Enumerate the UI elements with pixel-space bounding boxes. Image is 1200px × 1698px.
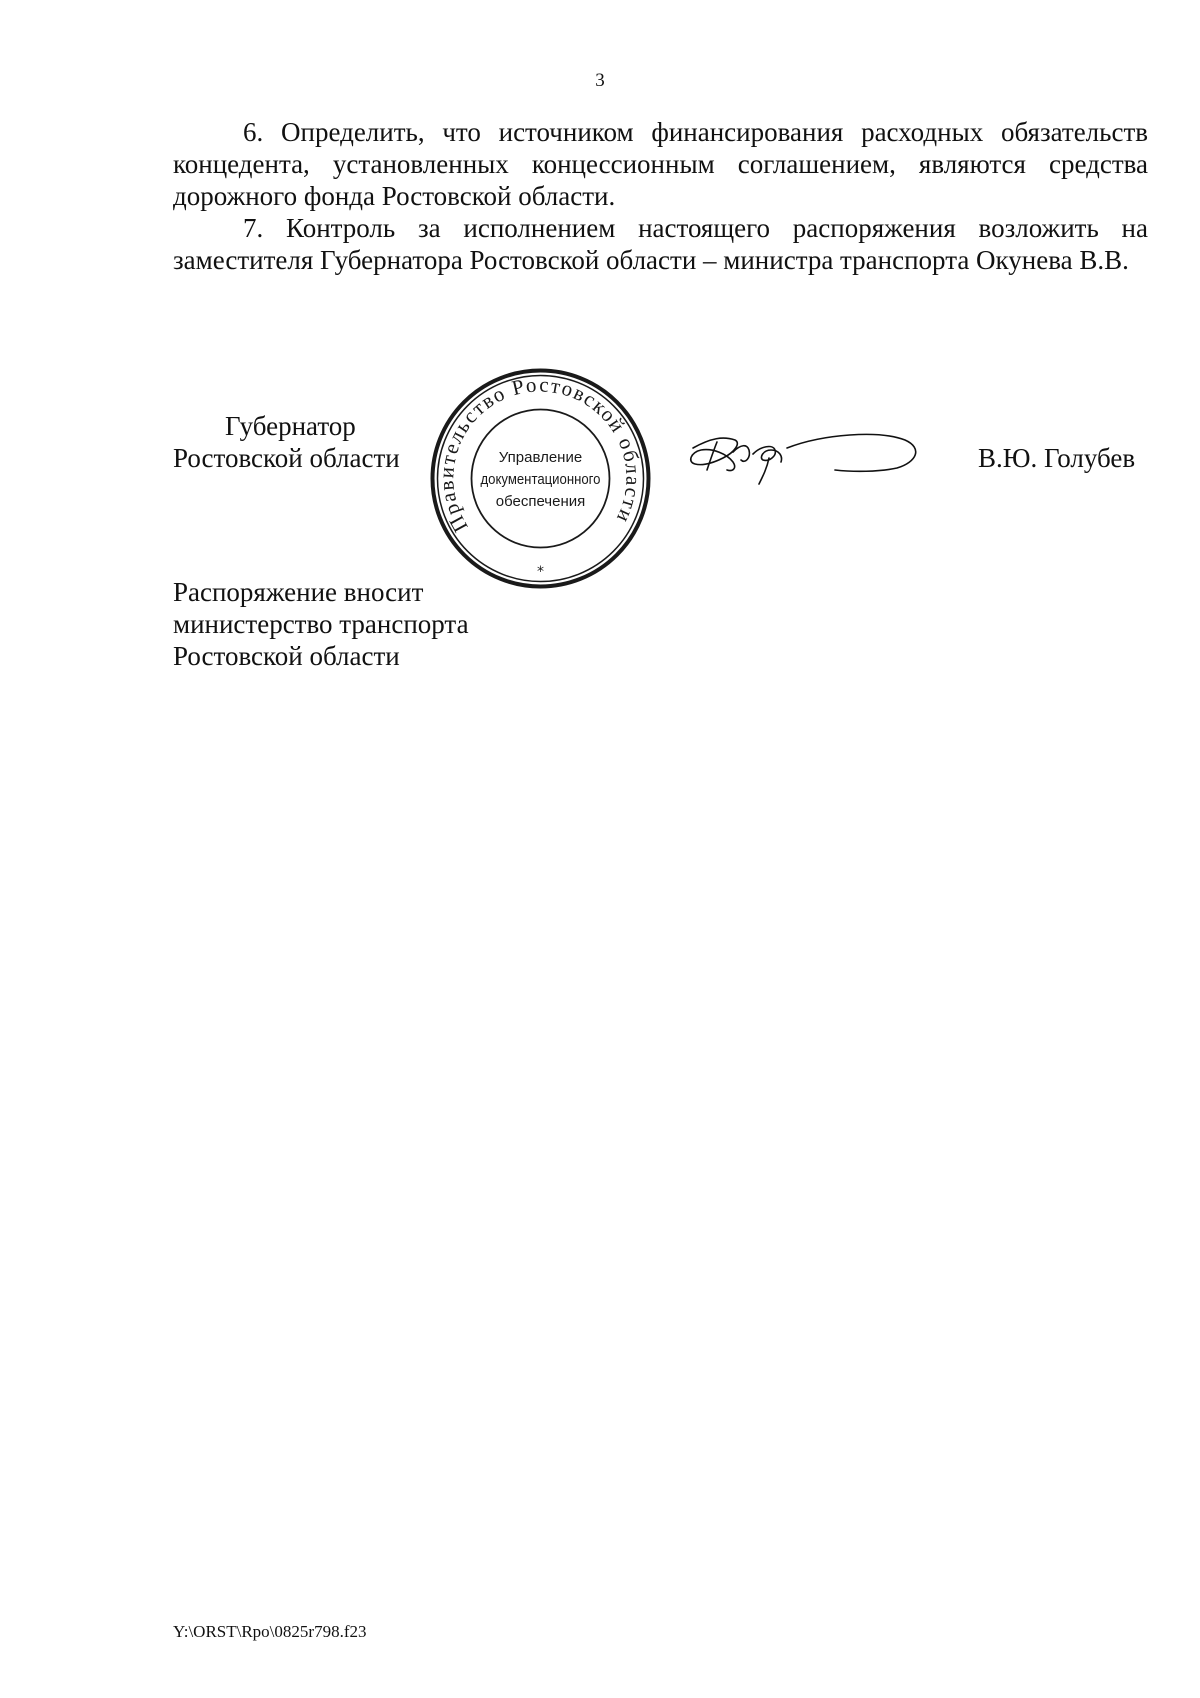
seal-outer-text: Правительство Ростовской области — [434, 372, 646, 537]
submitted-by-line-2: министерство транспорта — [173, 609, 469, 639]
position-line-1: Губернатор — [225, 411, 356, 441]
submitted-by-line-1: Распоряжение вносит — [173, 577, 424, 607]
submitted-by-line-3: Ростовской области — [173, 641, 400, 671]
page-number: 3 — [595, 70, 605, 91]
submitted-by — [173, 576, 469, 672]
paragraph-6: 6. Определить, что источником финансирования расходных обязательств концедента, установленных концессионным соглашением, являются средства дорожного фонда Ростовской области. — [173, 117, 1148, 211]
signatory-position — [173, 410, 400, 474]
signer-name: В.Ю. Голубев — [978, 443, 1136, 473]
seal-inner-line-2: документационного — [480, 471, 601, 488]
position-line-2: Ростовской области — [173, 443, 400, 473]
document-body — [173, 116, 1148, 276]
file-path: Y:\ORST\Rpo\0825r798.f23 — [173, 1622, 367, 1641]
handwritten-signature — [683, 420, 928, 500]
seal-inner-line-1: Управление — [498, 449, 583, 466]
seal-star-icon: * — [537, 564, 544, 580]
seal-inner-line-3: обеспечения — [495, 493, 586, 510]
official-seal — [428, 366, 653, 591]
paragraph-7: 7. Контроль за исполнением настоящего распоряжения возложить на заместителя Губернатора Ростовской области – министра транспорта Окунева В.В. — [173, 213, 1148, 275]
